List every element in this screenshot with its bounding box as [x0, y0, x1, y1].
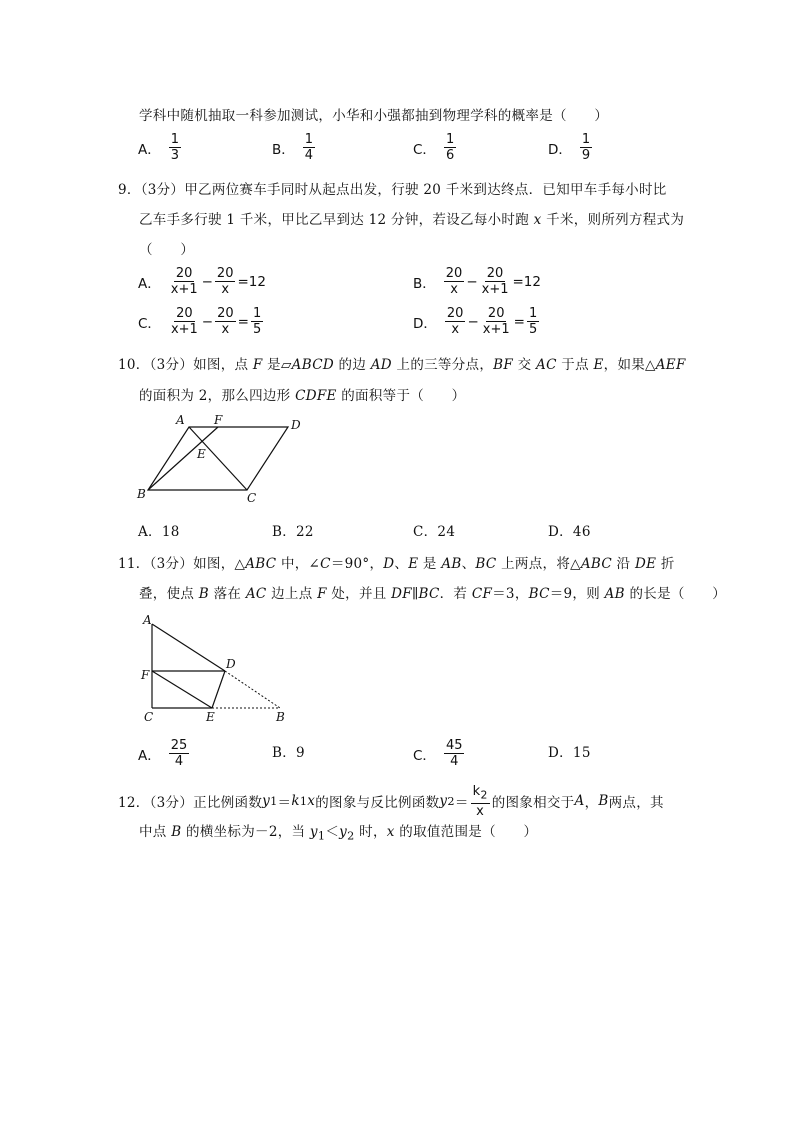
label-f: F	[214, 413, 223, 427]
q8-option-a[interactable]	[138, 132, 183, 163]
option-label: C．	[138, 315, 161, 332]
minus-sign: −	[201, 273, 213, 290]
q10-option-b[interactable]: B．22	[272, 524, 314, 540]
fraction: $\frac{1}{3}$	[170, 132, 180, 163]
q11-stem-line2: 叠，使点 B 落在 AC 边上点 F 处，并且 DF∥BC．若 CF＝3，BC＝9，则 AB 的长是（ ）	[139, 586, 727, 602]
label-e: E	[197, 447, 206, 461]
fraction: $\frac{20}{x}$	[446, 306, 464, 337]
q10-stem-line2: 的面积为 2，那么四边形 CDFE 的面积等于（ ）	[139, 388, 466, 404]
q10-option-a[interactable]: A．18	[138, 524, 180, 540]
fraction: $\frac{45}{4}$	[445, 738, 463, 769]
label-e: E	[206, 710, 215, 724]
q10-option-d[interactable]: D．46	[548, 524, 591, 540]
label-b: B	[137, 487, 146, 501]
option-label: A．	[138, 747, 161, 764]
option-label: D．	[413, 315, 437, 332]
option-label: C．	[413, 141, 436, 158]
segment-de	[212, 671, 225, 708]
option-label: A．	[138, 275, 161, 292]
q10-stem-line1: 10．（3分）如图，点 F 是▱ABCD 的边 AD 上的三等分点，BF 交 AC 于点 E，如果△AEF	[118, 357, 686, 373]
fraction: $\frac{20}{x}$	[216, 266, 234, 297]
fraction: $\frac{1}{4}$	[304, 132, 314, 163]
option-label: C．	[413, 747, 436, 764]
equals-sign: =	[237, 313, 249, 330]
segment-ad	[152, 624, 225, 671]
equation-rhs: =12	[237, 273, 266, 290]
q12-stem-line2: 中点 B 的横坐标为－2，当 $y_1<y_2$ 时，x 的取值范围是（ ）	[139, 824, 538, 843]
q9-answer-paren: （ ）	[139, 242, 195, 258]
option-label: D．	[548, 141, 572, 158]
fraction: $\frac{20}{x}$	[445, 266, 463, 297]
segment-bf	[148, 427, 218, 490]
fraction: $\frac{20}{x+1}$	[170, 266, 198, 297]
q10-option-c[interactable]: C．24	[413, 524, 456, 540]
label-c: C	[144, 710, 154, 724]
fraction: $\frac{1}{5}$	[528, 306, 538, 337]
minus-sign: −	[467, 313, 479, 330]
fraction: $\frac{1}{9}$	[581, 132, 591, 163]
q9-stem-line1: 9．（3分）甲乙两位赛车手同时从起点出发，行驶 20 千米到达终点．已知甲车手每小时比	[118, 182, 667, 198]
segment-fe	[152, 671, 212, 708]
q11-option-a[interactable]	[138, 738, 191, 769]
label-f: F	[141, 668, 150, 682]
q9-option-d[interactable]	[413, 306, 541, 337]
q8-continuation-text: 学科中随机抽取一科参加测试，小华和小强都抽到物理学科的概率是（ ）	[139, 108, 609, 124]
fraction: $\frac{20}{x+1}$	[481, 266, 509, 297]
minus-sign: −	[466, 273, 478, 290]
q8-option-d[interactable]	[548, 132, 594, 163]
fraction: $\frac{1}{6}$	[445, 132, 455, 163]
fraction: $\frac{20}{x+1}$	[170, 306, 198, 337]
option-label: B．	[413, 275, 436, 292]
label-d: D	[226, 657, 236, 671]
q11-stem-line1: 11．（3分）如图，△ABC 中，∠C＝90°，D、E 是 AB、BC 上两点，将△ABC 沿 DE 折	[118, 556, 675, 572]
label-a: A	[176, 413, 185, 427]
label-b: B	[276, 710, 285, 724]
fraction-k2-over-x: $\frac{k_2}{x}$	[472, 784, 488, 819]
q11-option-d[interactable]: D．15	[548, 745, 591, 761]
equation-rhs: =12	[512, 273, 541, 290]
q9-option-b[interactable]	[413, 266, 541, 297]
q12-stem-line1: 12．（3分）正比例函数 y 1 ＝ k 1 x 的图象与反比例函数 y 2 ＝ $\frac{k_2}{x}$ 的图象相交于 A ， B 两点，其	[118, 784, 664, 819]
parallelogram-abcd	[148, 427, 288, 490]
q9-stem-line2: 乙车手多行驶 1 千米，甲比乙早到达 12 分钟，若设乙每小时跑 x 千米，则所列方程式为	[139, 212, 685, 228]
fraction: $\frac{25}{4}$	[170, 738, 188, 769]
option-label: B．	[272, 141, 295, 158]
q8-option-b[interactable]	[272, 132, 317, 163]
q11-option-b[interactable]: B．9	[272, 745, 305, 761]
option-label: A．	[138, 141, 161, 158]
q9-option-c[interactable]	[138, 306, 265, 337]
label-a: A	[143, 613, 152, 627]
segment-ac	[189, 427, 247, 490]
minus-sign: −	[201, 313, 214, 330]
q9-option-a[interactable]	[138, 266, 266, 297]
fraction: $\frac{20}{x+1}$	[482, 306, 510, 337]
equals-sign: =	[513, 313, 525, 330]
segment-db-dashed	[225, 671, 280, 708]
q8-option-c[interactable]	[413, 132, 458, 163]
q11-option-c[interactable]	[413, 738, 466, 769]
label-c: C	[247, 491, 257, 505]
label-d: D	[291, 418, 301, 432]
fraction: $\frac{20}{x}$	[217, 306, 234, 337]
fraction: $\frac{1}{5}$	[252, 306, 262, 337]
